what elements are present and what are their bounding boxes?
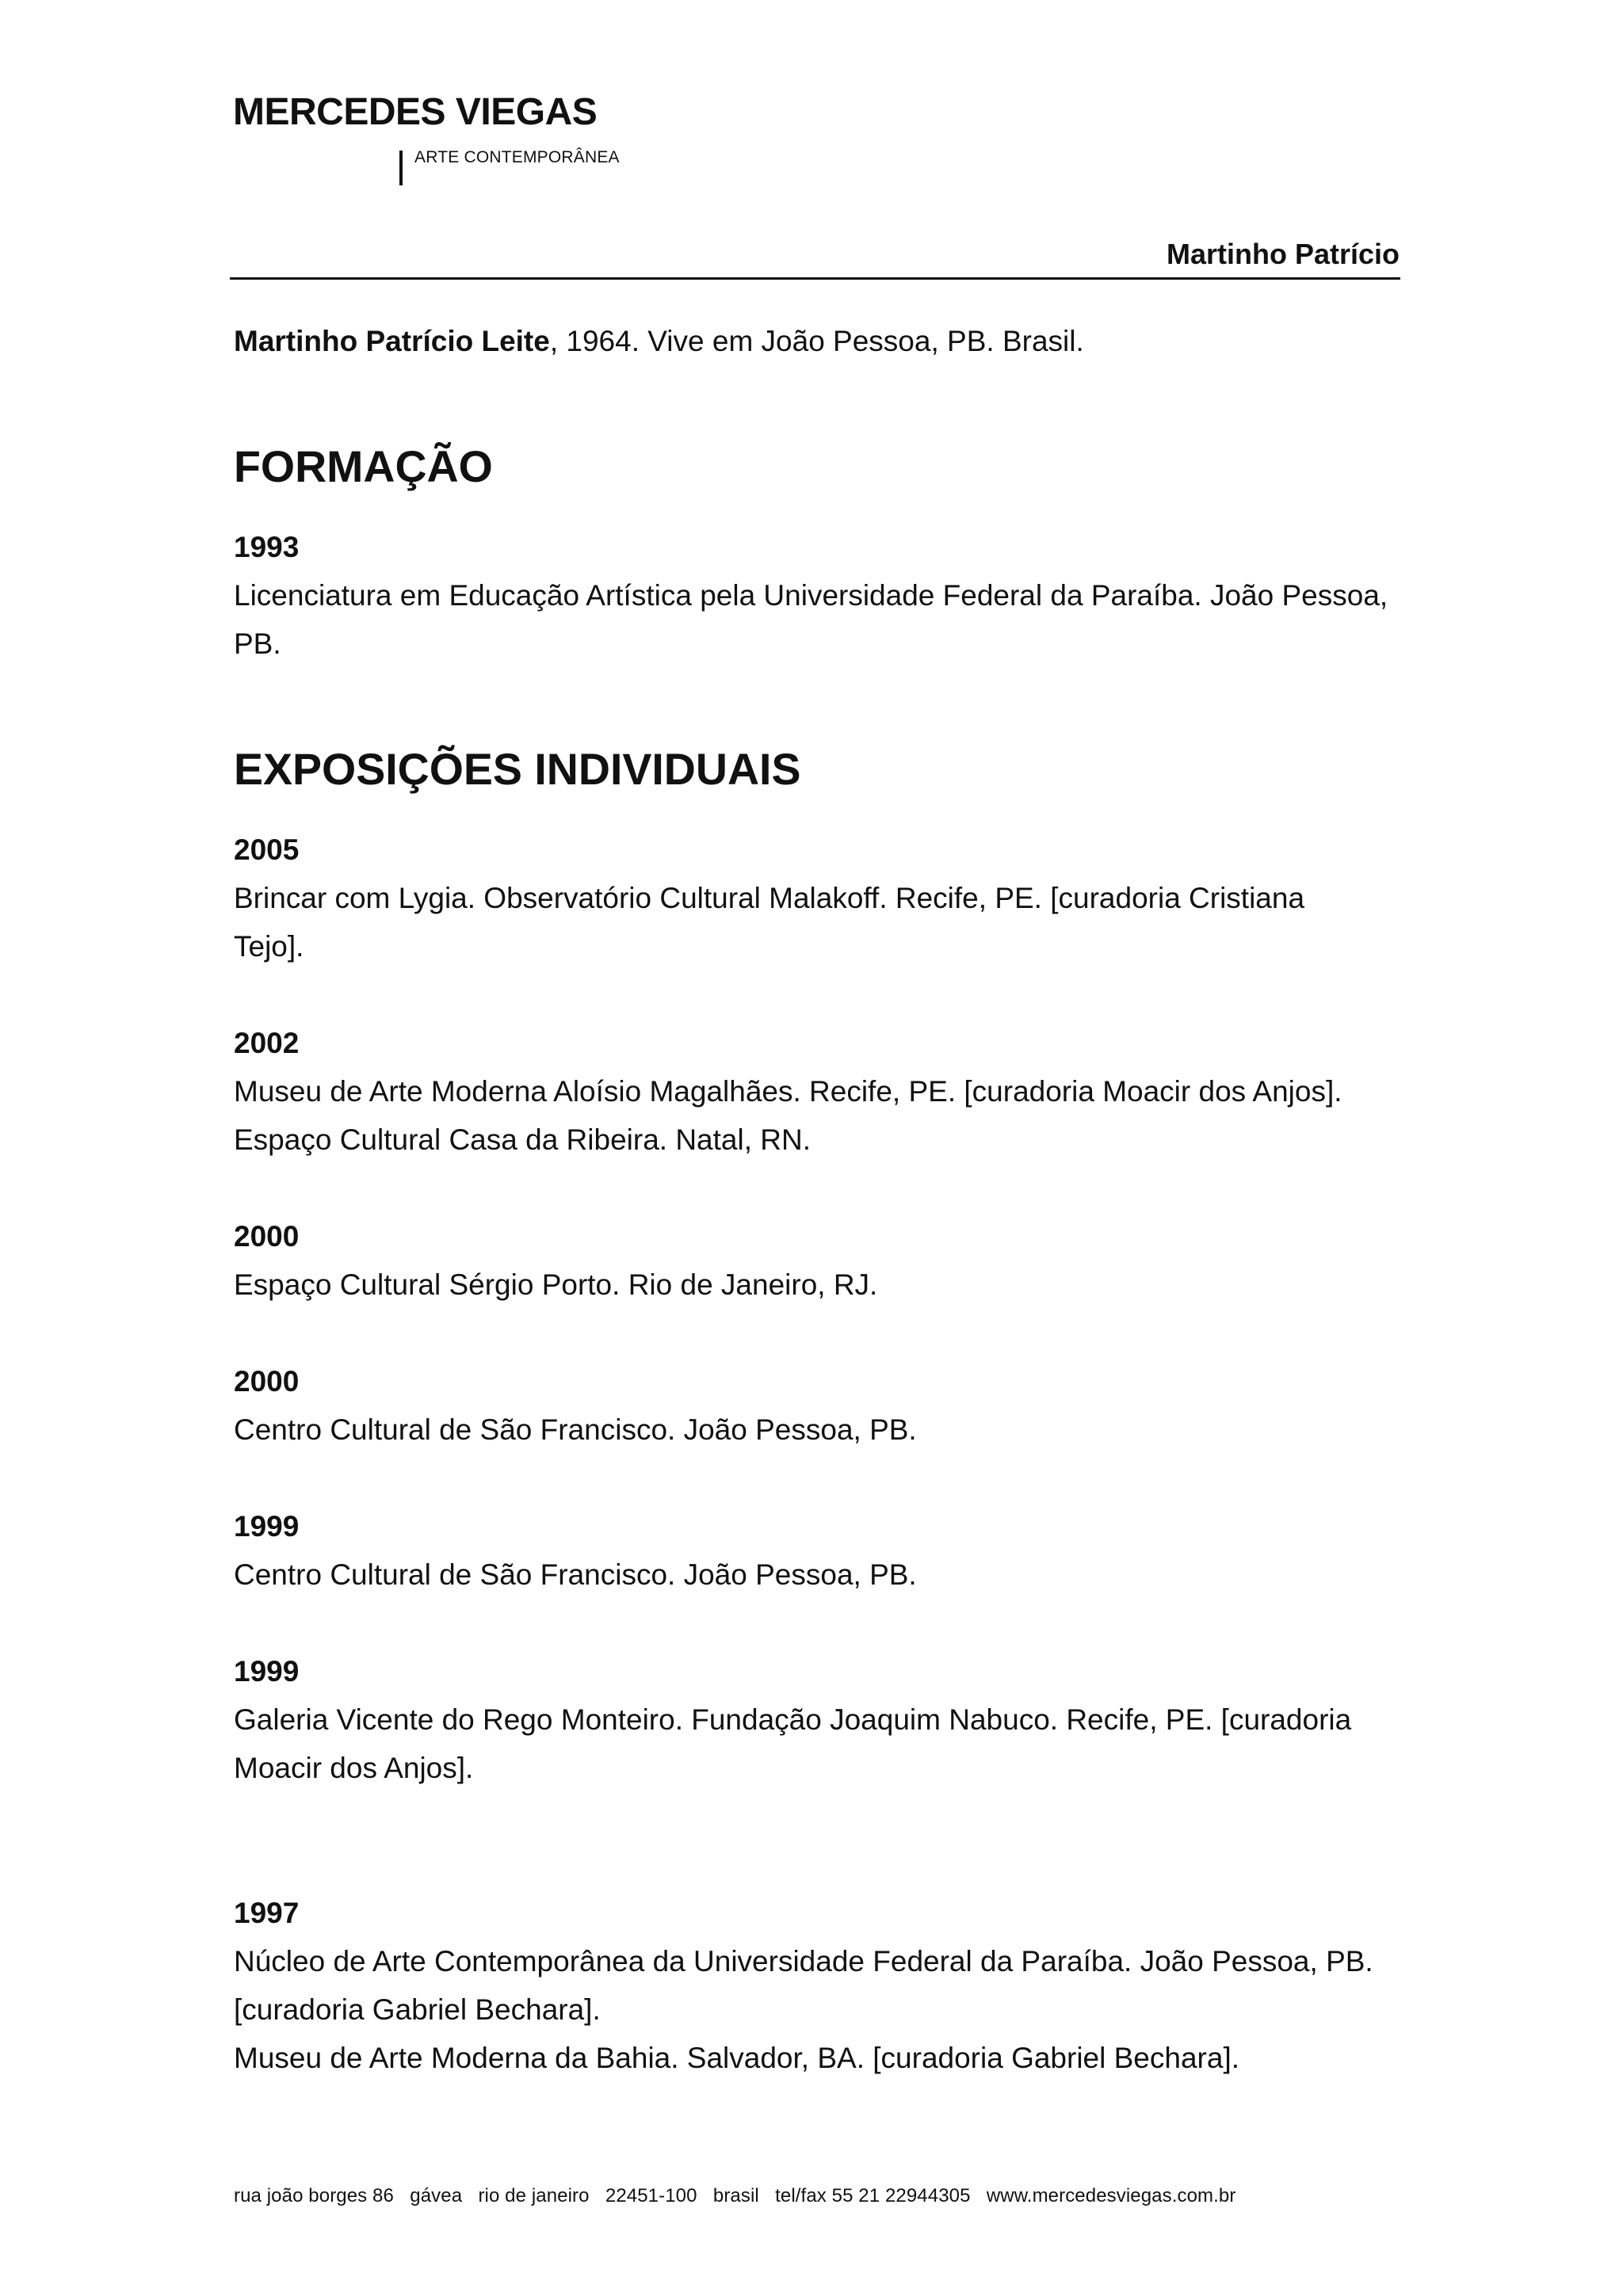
header-artist-name: Martinho Patrício <box>1166 238 1400 270</box>
entry-line: Moacir dos Anjos]. <box>234 1752 474 1784</box>
exhibition-entry <box>234 1212 1399 1309</box>
entry-year: 1999 <box>234 1510 300 1543</box>
footer-contact: rua joão borges 86 gávea rio de janeiro 22451-100 brasil tel/fax 55 21 22944305 www.mercedesviegas.com.br <box>234 2185 1236 2206</box>
logo-divider <box>399 151 403 185</box>
entry-line: Espaço Cultural Sérgio Porto. Rio de Janeiro, RJ. <box>234 1268 878 1301</box>
entry-year: 2000 <box>234 1220 300 1253</box>
entry-line: Galeria Vicente do Rego Monteiro. Fundação Joaquim Nabuco. Recife, PE. [curadoria <box>234 1703 1352 1736</box>
exhibition-entry <box>234 1357 1399 1454</box>
exhibition-entry <box>234 1889 1399 2082</box>
entry-line: Centro Cultural de São Francisco. João Pessoa, PB. <box>234 1413 917 1446</box>
exhibition-entry <box>234 1019 1399 1164</box>
entry-line: Brincar com Lygia. Observatório Cultural Malakoff. Recife, PE. [curadoria Cristiana <box>234 882 1305 914</box>
section-heading-formacao: FORMAÇÃO <box>234 442 493 491</box>
entry-line: Museu de Arte Moderna Aloísio Magalhães. Recife, PE. [curadoria Moacir dos Anjos]. <box>234 1075 1342 1108</box>
document-body <box>234 317 1399 2082</box>
gallery-logo-subtitle: ARTE CONTEMPORÂNEA <box>414 148 620 166</box>
exhibition-entry <box>234 1647 1399 1792</box>
entry-line: Núcleo de Arte Contemporânea da Universidade Federal da Paraíba. João Pessoa, PB. <box>234 1945 1373 1978</box>
entry-year: 1993 <box>234 531 300 563</box>
entry-year: 2005 <box>234 833 300 866</box>
gallery-logo-name: MERCEDES VIEGAS <box>233 91 598 133</box>
entry-year: 1999 <box>234 1655 300 1688</box>
formacao-entry <box>234 523 1399 668</box>
entry-line: Museu de Arte Moderna da Bahia. Salvador, BA. [curadoria Gabriel Bechara]. <box>234 2042 1240 2074</box>
entry-line: Espaço Cultural Casa da Ribeira. Natal, RN. <box>234 1123 811 1156</box>
artist-intro <box>234 317 1399 365</box>
entry-line: PB. <box>234 627 281 660</box>
artist-bio-details: , 1964. Vive em João Pessoa, PB. Brasil. <box>549 325 1084 357</box>
entry-line: Centro Cultural de São Francisco. João Pessoa, PB. <box>234 1558 917 1591</box>
entry-year: 2002 <box>234 1027 300 1059</box>
header-divider <box>230 277 1400 280</box>
entry-line: Tejo]. <box>234 930 304 963</box>
entry-year: 2000 <box>234 1365 300 1398</box>
entry-year: 1997 <box>234 1897 300 1929</box>
section-heading-exposicoes: EXPOSIÇÕES INDIVIDUAIS <box>234 745 801 794</box>
entry-line: [curadoria Gabriel Bechara]. <box>234 1993 601 2026</box>
entry-line: Licenciatura em Educação Artística pela Universidade Federal da Paraíba. João Pessoa, <box>234 579 1388 612</box>
artist-full-name: Martinho Patrício Leite <box>234 325 550 357</box>
exhibition-entry <box>234 1502 1399 1599</box>
exhibition-entry <box>234 826 1399 971</box>
